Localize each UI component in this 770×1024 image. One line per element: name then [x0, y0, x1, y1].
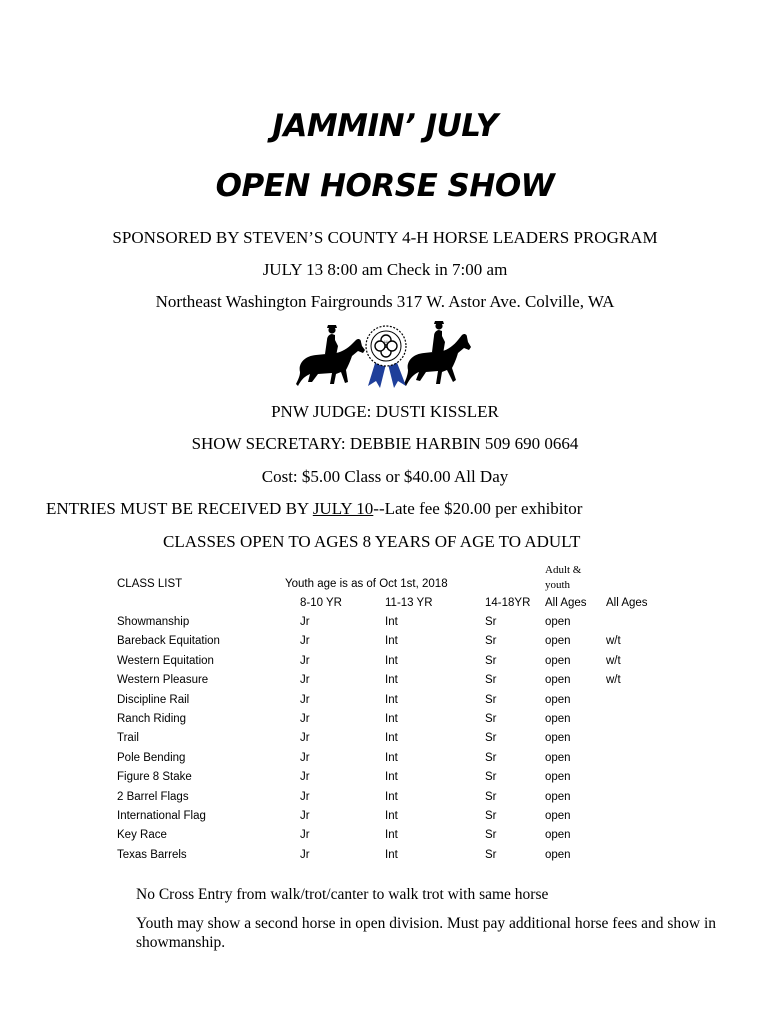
- class-division-cell: Sr: [485, 848, 497, 861]
- title-line-1: JAMMIN’ JULY: [272, 108, 498, 144]
- youth-age-note: Youth age is as of Oct 1st, 2018: [285, 578, 448, 590]
- class-division-cell: Jr: [300, 771, 310, 784]
- class-name-cell: Pole Bending: [117, 751, 186, 764]
- class-division-cell: Int: [385, 635, 398, 648]
- class-division-cell: open: [545, 771, 571, 784]
- class-division-cell: w/t: [606, 654, 621, 667]
- class-division-cell: w/t: [606, 635, 621, 648]
- date-time-line: JULY 13 8:00 am Check in 7:00 am: [262, 260, 508, 279]
- svg-text:H: H: [384, 341, 388, 346]
- column-header: 11-13 YR: [385, 597, 433, 609]
- class-division-cell: Int: [385, 751, 398, 764]
- class-name-cell: International Flag: [117, 810, 206, 822]
- column-header: All Ages: [545, 597, 587, 609]
- class-division-cell: Int: [385, 790, 398, 803]
- class-division-cell: Jr: [300, 848, 310, 861]
- class-division-cell: Sr: [485, 810, 497, 822]
- class-division-cell: Sr: [485, 790, 497, 803]
- class-division-cell: Sr: [485, 616, 497, 628]
- class-division-cell: open: [545, 732, 571, 745]
- class-division-cell: Jr: [300, 674, 310, 687]
- class-name-cell: Ranch Riding: [117, 713, 187, 725]
- class-division-cell: Int: [385, 848, 398, 861]
- class-division-cell: Jr: [300, 829, 310, 842]
- cost-line: Cost: $5.00 Class or $40.00 All Day: [261, 467, 509, 486]
- entries-deadline-date: JULY 10: [312, 499, 374, 518]
- class-name-cell: 2 Barrel Flags: [117, 790, 189, 803]
- entries-deadline-line: [46, 499, 582, 519]
- judge-line: PNW JUDGE: DUSTI KISSLER: [271, 402, 499, 421]
- class-division-cell: Sr: [485, 674, 497, 687]
- class-division-cell: Int: [385, 810, 398, 822]
- right-horse-rider-icon: [404, 321, 471, 386]
- left-horse-rider-icon: [296, 325, 365, 386]
- class-division-cell: Int: [385, 693, 398, 706]
- sponsor-line: SPONSORED BY STEVEN’S COUNTY 4-H HORSE LEADERS PROGRAM: [112, 228, 658, 247]
- class-division-cell: open: [545, 810, 571, 822]
- adult-youth-label-1: Adult &: [545, 564, 582, 576]
- class-division-cell: Sr: [485, 771, 497, 784]
- class-division-cell: open: [545, 693, 571, 706]
- class-division-cell: Sr: [485, 732, 497, 745]
- horse-riders-ribbon-icon: [290, 320, 480, 396]
- class-division-cell: Sr: [485, 693, 497, 706]
- class-name-cell: Texas Barrels: [117, 848, 187, 861]
- entries-prefix: ENTRIES MUST BE RECEIVED BY: [46, 499, 313, 518]
- class-division-cell: open: [545, 616, 571, 628]
- class-division-cell: Jr: [300, 693, 310, 706]
- class-division-cell: Jr: [300, 732, 310, 745]
- class-division-cell: open: [545, 674, 571, 687]
- class-division-cell: open: [545, 790, 571, 803]
- classes-open-line: CLASSES OPEN TO AGES 8 YEARS OF AGE TO ADULT: [163, 532, 581, 551]
- class-division-cell: open: [545, 848, 571, 861]
- class-division-cell: Int: [385, 616, 398, 628]
- class-division-cell: Int: [385, 771, 398, 784]
- class-division-cell: open: [545, 635, 571, 648]
- 4h-clover-rosette-icon: [366, 326, 406, 366]
- class-division-cell: Int: [385, 654, 398, 667]
- class-division-cell: Jr: [300, 713, 310, 725]
- cross-entry-note: No Cross Entry from walk/trot/canter to walk trot with same horse: [136, 886, 549, 903]
- second-horse-note: Youth may show a second horse in open division. Must pay additional horse fees and show in showmanship.: [136, 915, 717, 951]
- class-name-cell: Western Equitation: [117, 654, 214, 667]
- class-division-cell: Sr: [485, 713, 497, 725]
- title-line-2: OPEN HORSE SHOW: [215, 168, 555, 204]
- adult-youth-label-2: youth: [545, 579, 571, 591]
- class-division-cell: open: [545, 713, 571, 725]
- class-division-cell: Jr: [300, 790, 310, 803]
- class-division-cell: Int: [385, 829, 398, 842]
- class-division-cell: Sr: [485, 635, 497, 648]
- class-division-cell: Sr: [485, 654, 497, 667]
- horse-show-logo: [290, 320, 480, 396]
- class-division-cell: Int: [385, 732, 398, 745]
- class-name-cell: Key Race: [117, 829, 167, 842]
- class-division-cell: open: [545, 751, 571, 764]
- class-division-cell: Jr: [300, 654, 310, 667]
- class-division-cell: w/t: [606, 674, 621, 687]
- class-name-cell: Western Pleasure: [117, 674, 209, 687]
- column-header: 14-18YR: [485, 597, 531, 609]
- entries-late-fee: --Late fee $20.00 per exhibitor: [373, 499, 583, 518]
- location-line: Northeast Washington Fairgrounds 317 W. Astor Ave. Colville, WA: [155, 292, 615, 311]
- class-division-cell: Int: [385, 713, 398, 725]
- column-header: 8-10 YR: [300, 597, 342, 609]
- class-division-cell: Jr: [300, 616, 310, 628]
- class-name-cell: Bareback Equitation: [117, 635, 220, 648]
- class-division-cell: open: [545, 654, 571, 667]
- class-division-cell: Int: [385, 674, 398, 687]
- class-division-cell: Jr: [300, 810, 310, 822]
- class-name-cell: Trail: [117, 732, 139, 745]
- class-division-cell: Jr: [300, 751, 310, 764]
- class-division-cell: Jr: [300, 635, 310, 648]
- class-list-header: CLASS LIST: [117, 578, 183, 590]
- class-name-cell: Figure 8 Stake: [117, 771, 192, 784]
- class-division-cell: Sr: [485, 829, 497, 842]
- class-division-cell: Sr: [485, 751, 497, 764]
- class-name-cell: Discipline Rail: [117, 693, 190, 706]
- secretary-line: SHOW SECRETARY: DEBBIE HARBIN 509 690 0664: [191, 434, 579, 453]
- class-division-cell: open: [545, 829, 571, 842]
- class-name-cell: Showmanship: [117, 616, 190, 628]
- column-header: All Ages: [606, 597, 648, 609]
